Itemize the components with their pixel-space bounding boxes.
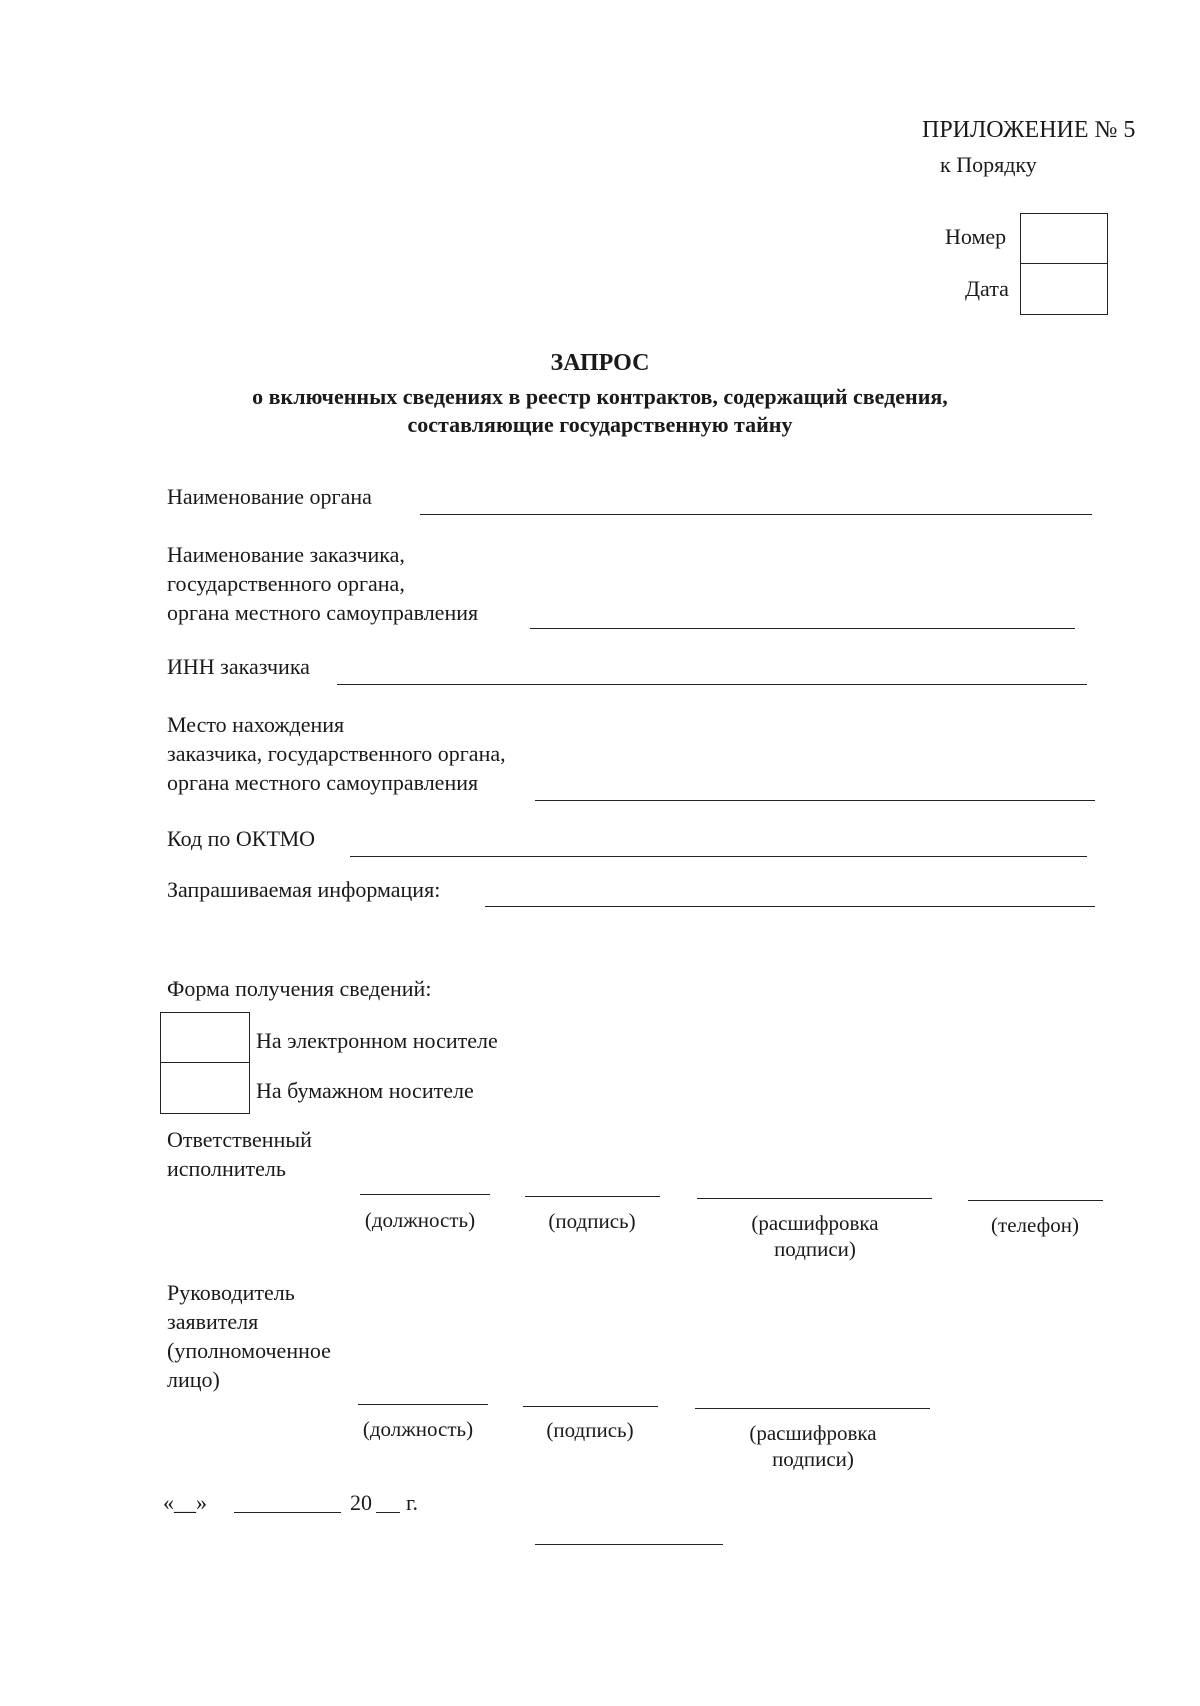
executor-position-line[interactable] [360, 1194, 490, 1195]
location-label-line1: Место нахождения [167, 712, 345, 737]
number-label: Номер [945, 224, 1007, 249]
date-year-prefix: 20 [350, 1490, 372, 1515]
appendix-label: ПРИЛОЖЕНИЕ № 5 [922, 117, 1136, 143]
paper-checkbox[interactable] [160, 1062, 250, 1114]
executor-signature-line[interactable] [525, 1196, 660, 1197]
customer-name-line[interactable] [530, 628, 1075, 629]
head-label-line4: лицо) [167, 1367, 220, 1392]
date-field[interactable] [1020, 263, 1108, 315]
oktmo-label: Код по ОКТМО [167, 826, 316, 851]
requested-info-label: Запрашиваемая информация: [167, 877, 441, 902]
document-subtitle-line1: о включенных сведениях в реестр контрактов, содержащий сведения, [252, 384, 948, 409]
head-position-line[interactable] [358, 1404, 488, 1405]
inn-label: ИНН заказчика [167, 654, 310, 679]
date-month-line[interactable] [234, 1512, 341, 1513]
location-line[interactable] [535, 800, 1095, 801]
customer-label-line3: органа местного самоуправления [167, 600, 479, 625]
electronic-checkbox[interactable] [160, 1012, 250, 1064]
inn-line[interactable] [337, 684, 1087, 685]
head-decoding-caption-line1: (расшифровка [749, 1421, 877, 1445]
head-signature-line[interactable] [523, 1406, 658, 1407]
executor-phone-line[interactable] [968, 1200, 1103, 1201]
requested-info-line[interactable] [485, 906, 1095, 907]
date-year-line[interactable] [376, 1512, 400, 1513]
oktmo-line[interactable] [350, 856, 1087, 857]
head-label-line2: заявителя [167, 1309, 259, 1334]
executor-decoding-caption-line1: (расшифровка [751, 1211, 879, 1235]
document-title: ЗАПРОС [550, 350, 650, 376]
head-label-line1: Руководитель [167, 1280, 295, 1305]
executor-decoding-line[interactable] [697, 1198, 932, 1199]
head-position-caption: (должность) [362, 1417, 474, 1441]
receipt-form-label: Форма получения сведений: [167, 976, 432, 1001]
customer-label-line2: государственного органа, [167, 571, 405, 596]
document-subtitle-line2: составляющие государственную тайну [407, 412, 793, 437]
location-label-line2: заказчика, государственного органа, [167, 741, 506, 766]
location-label-line3: органа местного самоуправления [167, 770, 479, 795]
head-decoding-caption-line2: подписи) [772, 1447, 854, 1471]
head-label-line3: (уполномоченное [167, 1338, 331, 1363]
number-field[interactable] [1020, 213, 1108, 265]
paper-option-label: На бумажном носителе [256, 1078, 474, 1103]
to-order-label: к Порядку [940, 152, 1037, 177]
head-decoding-line[interactable] [695, 1408, 930, 1409]
head-signature-caption: (подпись) [546, 1418, 634, 1442]
bottom-line [535, 1544, 723, 1545]
organ-name-line[interactable] [420, 514, 1092, 515]
executor-label-line1: Ответственный [167, 1127, 312, 1152]
date-year-suffix: г. [406, 1490, 419, 1515]
customer-label-line1: Наименование заказчика, [167, 542, 405, 567]
executor-label-line2: исполнитель [167, 1156, 286, 1181]
date-label: Дата [965, 276, 1009, 301]
executor-phone-caption: (телефон) [991, 1213, 1079, 1237]
executor-position-caption: (должность) [364, 1208, 476, 1232]
electronic-option-label: На электронном носителе [256, 1028, 498, 1053]
executor-decoding-caption-line2: подписи) [774, 1237, 856, 1261]
executor-signature-caption: (подпись) [548, 1209, 636, 1233]
date-day-quote: «__» [163, 1490, 207, 1515]
organ-name-label: Наименование органа [167, 484, 372, 509]
